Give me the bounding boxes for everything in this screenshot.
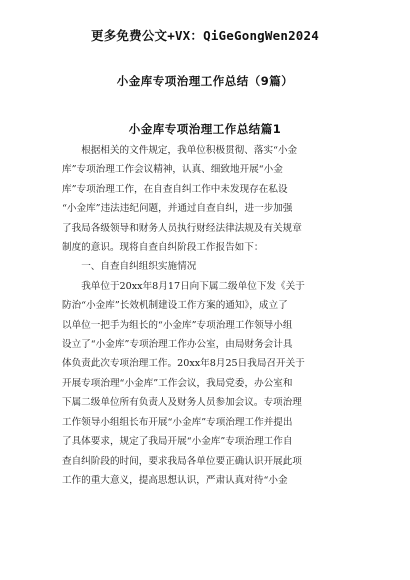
text-line: “小金库”违法违纪问题，并通过自查自纠，进一步加强 — [62, 203, 293, 215]
text-line: 体负责此次专项治理工作。20xx年8月25日我局召开关于 — [62, 358, 305, 370]
text-line: 库”专项治理工作，在自查自纠工作中未发现存在私设 — [62, 183, 288, 195]
text-line: 了我局各级领导和财务人员执行财经法律法规及有关规章 — [62, 222, 302, 234]
text-line: 开展专项治理“小金库”工作会议，我局党委，办公室和 — [62, 377, 293, 389]
text-line: 库”专项治理工作会议精神，认真、细致地开展“小金 — [62, 164, 283, 176]
text-line: 防治“小金库”长效机制建设工作方案的通知》，成立了 — [62, 300, 288, 312]
paragraph-2 — [62, 277, 354, 490]
body-text — [62, 141, 354, 490]
document-title: 小金库专项治理工作总结（9篇） — [116, 74, 294, 88]
section-title: 小金库专项治理工作总结篇1 — [128, 122, 282, 136]
text-line: 制度的意识。现将自查自纠阶段工作报告如下： — [62, 242, 264, 254]
text-line: 以单位一把手为组长的“小金库”专项治理工作领导小组 — [62, 319, 293, 331]
text-line: 查自纠阶段的时间，要求我局各单位要正确认识开展此项 — [62, 455, 302, 467]
text-line: 工作的重大意义，提高思想认识，严肃认真对待“小金 — [62, 474, 288, 486]
subheading: 一、自查自纠组织实施情况 — [81, 261, 197, 273]
paragraph-1 — [62, 141, 354, 257]
promo-header: 更多免费公文+VX：QiGeGongWen2024 — [91, 28, 319, 43]
text-line: 了具体要求，规定了我局开展“小金库”专项治理工作自 — [62, 436, 293, 448]
text-line: 下属二级单位所有负责人及财务人员参加会议。专项治理 — [62, 397, 302, 409]
text-line: 工作领导小组组长布开展“小金库”专项治理工作并提出 — [62, 416, 293, 428]
text-line: 根据相关的文件规定，我单位积极贯彻、落实“小金 — [81, 145, 298, 156]
text-line: 我单位于20xx年8月17日向下属二级单位下发《关于 — [81, 280, 305, 292]
text-line: 设立了“小金库”专项治理工作办公室，由局财务会计具 — [62, 339, 293, 351]
